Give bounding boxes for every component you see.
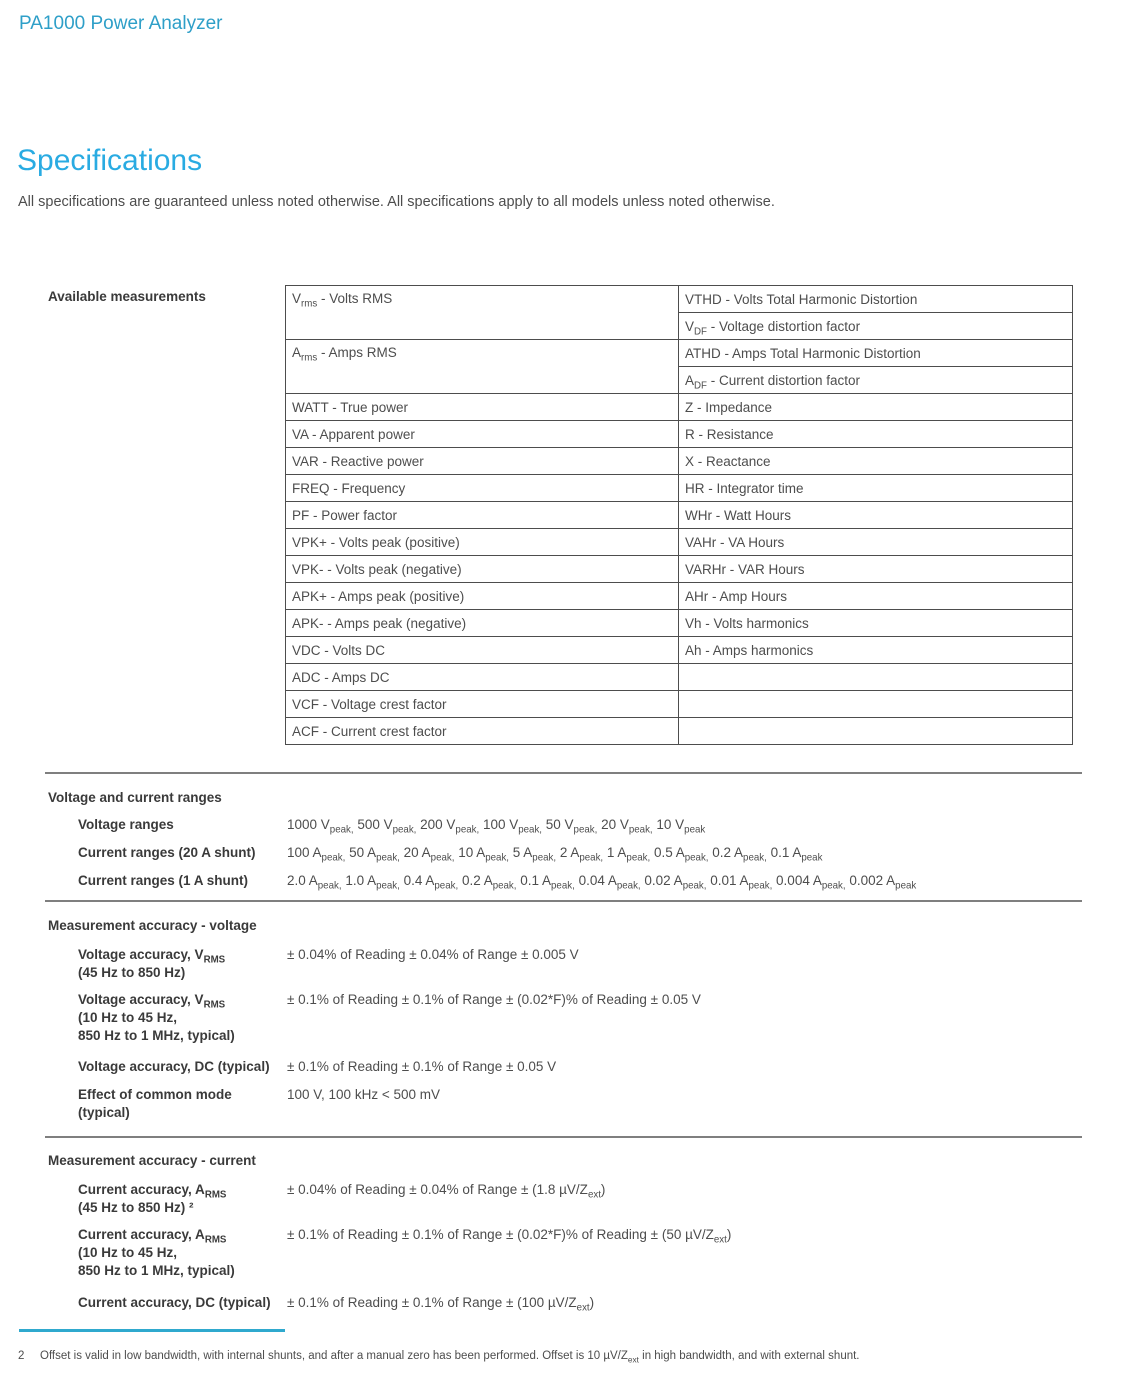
measurement-cell bbox=[679, 664, 1073, 691]
table-row bbox=[286, 448, 1073, 475]
spec-label-line: Current accuracy, $A_{RMS}$ bbox=[78, 1227, 227, 1246]
table-row bbox=[286, 691, 1073, 718]
measurement-cell: $A_{rms}$ - Amps RMS bbox=[286, 340, 679, 394]
measurement-cell: VDC - Volts DC bbox=[286, 637, 679, 664]
spec-value: ± 0.1% of Reading ± 0.1% of Range ± (0.02*F)% of Reading ± 0.05 V bbox=[287, 992, 701, 1007]
spec-label: Voltage accuracy, DC (typical) bbox=[78, 1059, 270, 1074]
section-heading-ranges: Voltage and current ranges bbox=[48, 790, 222, 805]
page-subtitle: All specifications are guaranteed unless noted otherwise. All specifications apply to all models unless noted otherwise. bbox=[18, 194, 775, 210]
table-row bbox=[286, 664, 1073, 691]
measurement-cell: R - Resistance bbox=[679, 421, 1073, 448]
spec-label-line: (10 Hz to 45 Hz, bbox=[78, 1010, 178, 1025]
spec-value: ± 0.1% of Reading ± 0.1% of Range ± (0.02*F)% of Reading ± (50 $\mu V/Z_{ext}$) bbox=[287, 1227, 732, 1246]
table-row bbox=[286, 529, 1073, 556]
spec-value: ± 0.04% of Reading ± 0.04% of Range ± 0.005 V bbox=[287, 947, 579, 962]
spec-value: ± 0.1% of Reading ± 0.1% of Range ± 0.05 V bbox=[287, 1059, 557, 1074]
spec-label-line: 850 Hz to 1 MHz, typical) bbox=[78, 1028, 235, 1043]
spec-label-line: (typical) bbox=[78, 1105, 130, 1120]
measurement-cell: PF - Power factor bbox=[286, 502, 679, 529]
spec-value: 100 V, 100 kHz < 500 mV bbox=[287, 1087, 440, 1102]
spec-label: Current ranges (1 A shunt) bbox=[78, 873, 249, 888]
table-row bbox=[286, 718, 1073, 745]
section-divider bbox=[45, 772, 1082, 774]
measurement-cell bbox=[679, 691, 1073, 718]
footnote-marker: 2 bbox=[18, 1350, 25, 1362]
spec-label-line: 850 Hz to 1 MHz, typical) bbox=[78, 1263, 235, 1278]
measurement-cell: FREQ - Frequency bbox=[286, 475, 679, 502]
measurement-cell: X - Reactance bbox=[679, 448, 1073, 475]
spec-value: 1000 $V_{peak,}$ 500 $V_{peak,}$ 200 $V_{peak,}$ 100 $V_{peak,}$ 50 $V_{peak,}$ 20 $V_{peak,}$ 10 $V_{peak}$ bbox=[287, 817, 706, 836]
measurement-cell: APK- - Amps peak (negative) bbox=[286, 610, 679, 637]
measurement-cell: ATHD - Amps Total Harmonic Distortion bbox=[679, 340, 1073, 367]
spec-label-line: Voltage accuracy, $V_{RMS}$ bbox=[78, 947, 226, 966]
spec-label-line: (10 Hz to 45 Hz, bbox=[78, 1245, 178, 1260]
table-row bbox=[286, 394, 1073, 421]
measurement-cell: $V_{DF}$ - Voltage distortion factor bbox=[679, 313, 1073, 340]
spec-label: Voltage ranges bbox=[78, 817, 174, 832]
table-row bbox=[286, 556, 1073, 583]
spec-label: Current accuracy, DC (typical) bbox=[78, 1295, 271, 1310]
measurement-cell: ADC - Amps DC bbox=[286, 664, 679, 691]
footnote-rule bbox=[19, 1329, 285, 1332]
measurement-cell: WATT - True power bbox=[286, 394, 679, 421]
measurement-cell bbox=[679, 718, 1073, 745]
measurement-cell: HR - Integrator time bbox=[679, 475, 1073, 502]
spec-label-line: (45 Hz to 850 Hz) ² bbox=[78, 1200, 194, 1215]
measurements-table bbox=[285, 285, 1073, 745]
table-row bbox=[286, 502, 1073, 529]
measurement-cell: VARHr - VAR Hours bbox=[679, 556, 1073, 583]
table-row bbox=[286, 637, 1073, 664]
section-heading-accuracy-current: Measurement accuracy - current bbox=[48, 1153, 256, 1168]
measurement-cell: ACF - Current crest factor bbox=[286, 718, 679, 745]
measurement-cell: VAHr - VA Hours bbox=[679, 529, 1073, 556]
spec-label bbox=[78, 946, 278, 982]
measurement-cell: VCF - Voltage crest factor bbox=[286, 691, 679, 718]
table-row bbox=[286, 610, 1073, 637]
section-divider bbox=[45, 900, 1082, 902]
page-title: Specifications bbox=[17, 144, 203, 177]
measurement-cell: VPK- - Volts peak (negative) bbox=[286, 556, 679, 583]
spec-value: ± 0.1% of Reading ± 0.1% of Range ± (100 $\mu V/Z_{ext}$) bbox=[287, 1295, 595, 1314]
table-row bbox=[286, 286, 1073, 313]
table-row bbox=[286, 421, 1073, 448]
spec-value: 100 $A_{peak,}$ 50 $A_{peak,}$ 20 $A_{peak,}$ 10 $A_{peak,}$ 5 $A_{peak,}$ 2 $A_{peak,}$ 1 $A_{peak,}$ 0.5 $A_{peak,}$ 0.2 $A_{peak,}$ 0.1 $A_{peak}$ bbox=[287, 845, 823, 864]
document-header: PA1000 Power Analyzer bbox=[19, 13, 223, 34]
measurement-cell: VA - Apparent power bbox=[286, 421, 679, 448]
spec-label: Current ranges (20 A shunt) bbox=[78, 845, 256, 860]
spec-label bbox=[78, 1086, 278, 1122]
available-measurements-label: Available measurements bbox=[48, 289, 206, 304]
spec-label bbox=[78, 1181, 278, 1217]
table-row bbox=[286, 475, 1073, 502]
spec-label-line: Current accuracy, $A_{RMS}$ bbox=[78, 1182, 227, 1201]
footnote-text: Offset is valid in low bandwidth, with internal shunts, and after a manual zero has been performed. Offset is 10 $\mu V/Z_{ext}$ in high bandwidth, and with external shunt. bbox=[40, 1350, 860, 1365]
measurement-cell: WHr - Watt Hours bbox=[679, 502, 1073, 529]
measurement-cell: $V_{rms}$ - Volts RMS bbox=[286, 286, 679, 340]
section-heading-accuracy-voltage: Measurement accuracy - voltage bbox=[48, 918, 257, 933]
spec-label-line: (45 Hz to 850 Hz) bbox=[78, 965, 186, 980]
measurement-cell: Ah - Amps harmonics bbox=[679, 637, 1073, 664]
spec-label-line: Effect of common mode bbox=[78, 1087, 232, 1102]
measurement-cell: VAR - Reactive power bbox=[286, 448, 679, 475]
section-divider bbox=[45, 1136, 1082, 1138]
measurement-cell: APK+ - Amps peak (positive) bbox=[286, 583, 679, 610]
measurement-cell: $A_{DF}$ - Current distortion factor bbox=[679, 367, 1073, 394]
measurement-cell: Vh - Volts harmonics bbox=[679, 610, 1073, 637]
spec-label bbox=[78, 1226, 278, 1280]
spec-label-line: Voltage accuracy, $V_{RMS}$ bbox=[78, 992, 226, 1011]
table-row bbox=[286, 583, 1073, 610]
measurement-cell: Z - Impedance bbox=[679, 394, 1073, 421]
table-row bbox=[286, 340, 1073, 367]
measurement-cell: AHr - Amp Hours bbox=[679, 583, 1073, 610]
spec-value: 2.0 $A_{peak,}$ 1.0 $A_{peak,}$ 0.4 $A_{peak,}$ 0.2 $A_{peak,}$ 0.1 $A_{peak,}$ 0.04 $A_{peak,}$ 0.02 $A_{peak,}$ 0.01 $A_{peak,}$ 0.004 $A_{peak,}$ 0.002 $A_{peak}$ bbox=[287, 873, 917, 892]
measurement-cell: VTHD - Volts Total Harmonic Distortion bbox=[679, 286, 1073, 313]
measurement-cell: VPK+ - Volts peak (positive) bbox=[286, 529, 679, 556]
spec-label bbox=[78, 991, 278, 1045]
spec-value: ± 0.04% of Reading ± 0.04% of Range ± (1.8 $\mu V/Z_{ext}$) bbox=[287, 1182, 606, 1201]
